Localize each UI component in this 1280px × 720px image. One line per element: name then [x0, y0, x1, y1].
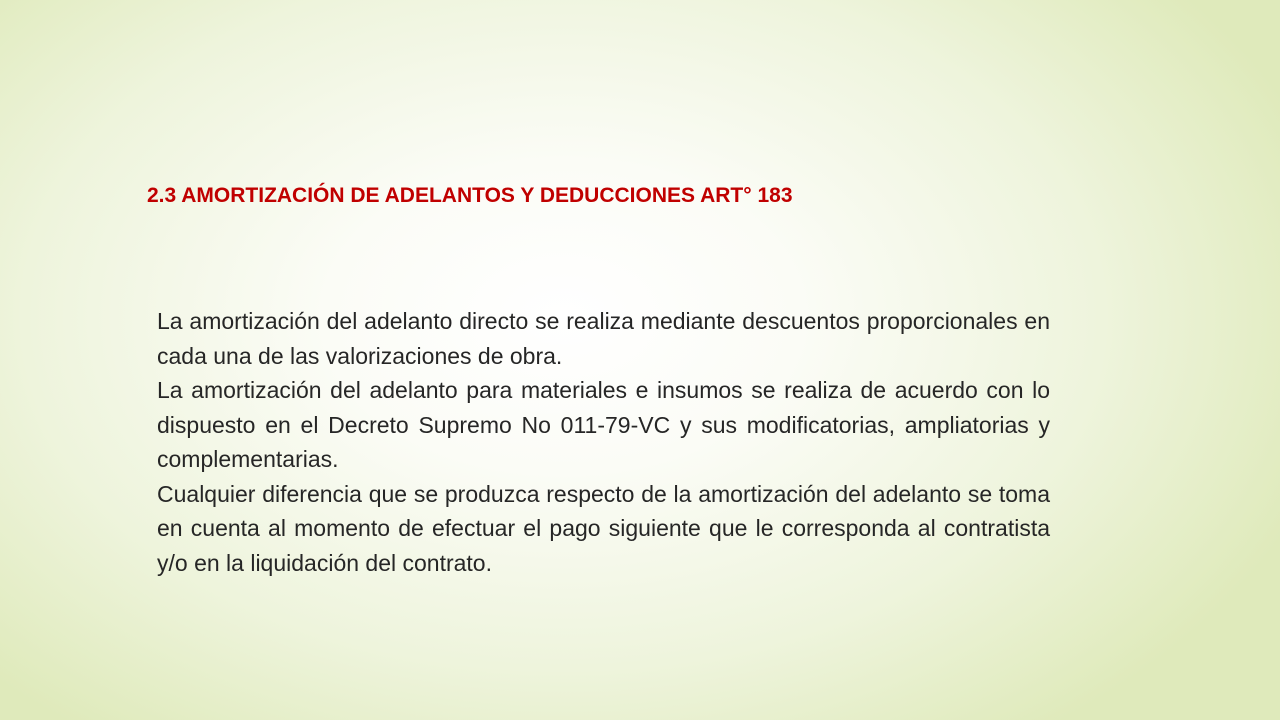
- body-paragraph-2: La amortización del adelanto para materiales e insumos se realiza de acuerdo con lo dispuesto en el Decreto Supremo No 011-79-VC y sus modificatorias, ampliatorias y complementarias.: [157, 377, 1050, 472]
- body-paragraph-1: La amortización del adelanto directo se realiza mediante descuentos proporcionales en cada una de las valorizaciones de obra.: [157, 308, 1050, 369]
- slide-body: [157, 304, 1050, 580]
- slide-title: 2.3 AMORTIZACIÓN DE ADELANTOS Y DEDUCCIONES ART° 183: [147, 184, 793, 207]
- body-paragraph-3: Cualquier diferencia que se produzca respecto de la amortización del adelanto se toma en cuenta al momento de efectuar el pago siguiente que le corresponda al contratista y/o en la liquidación del contrato.: [157, 480, 1050, 576]
